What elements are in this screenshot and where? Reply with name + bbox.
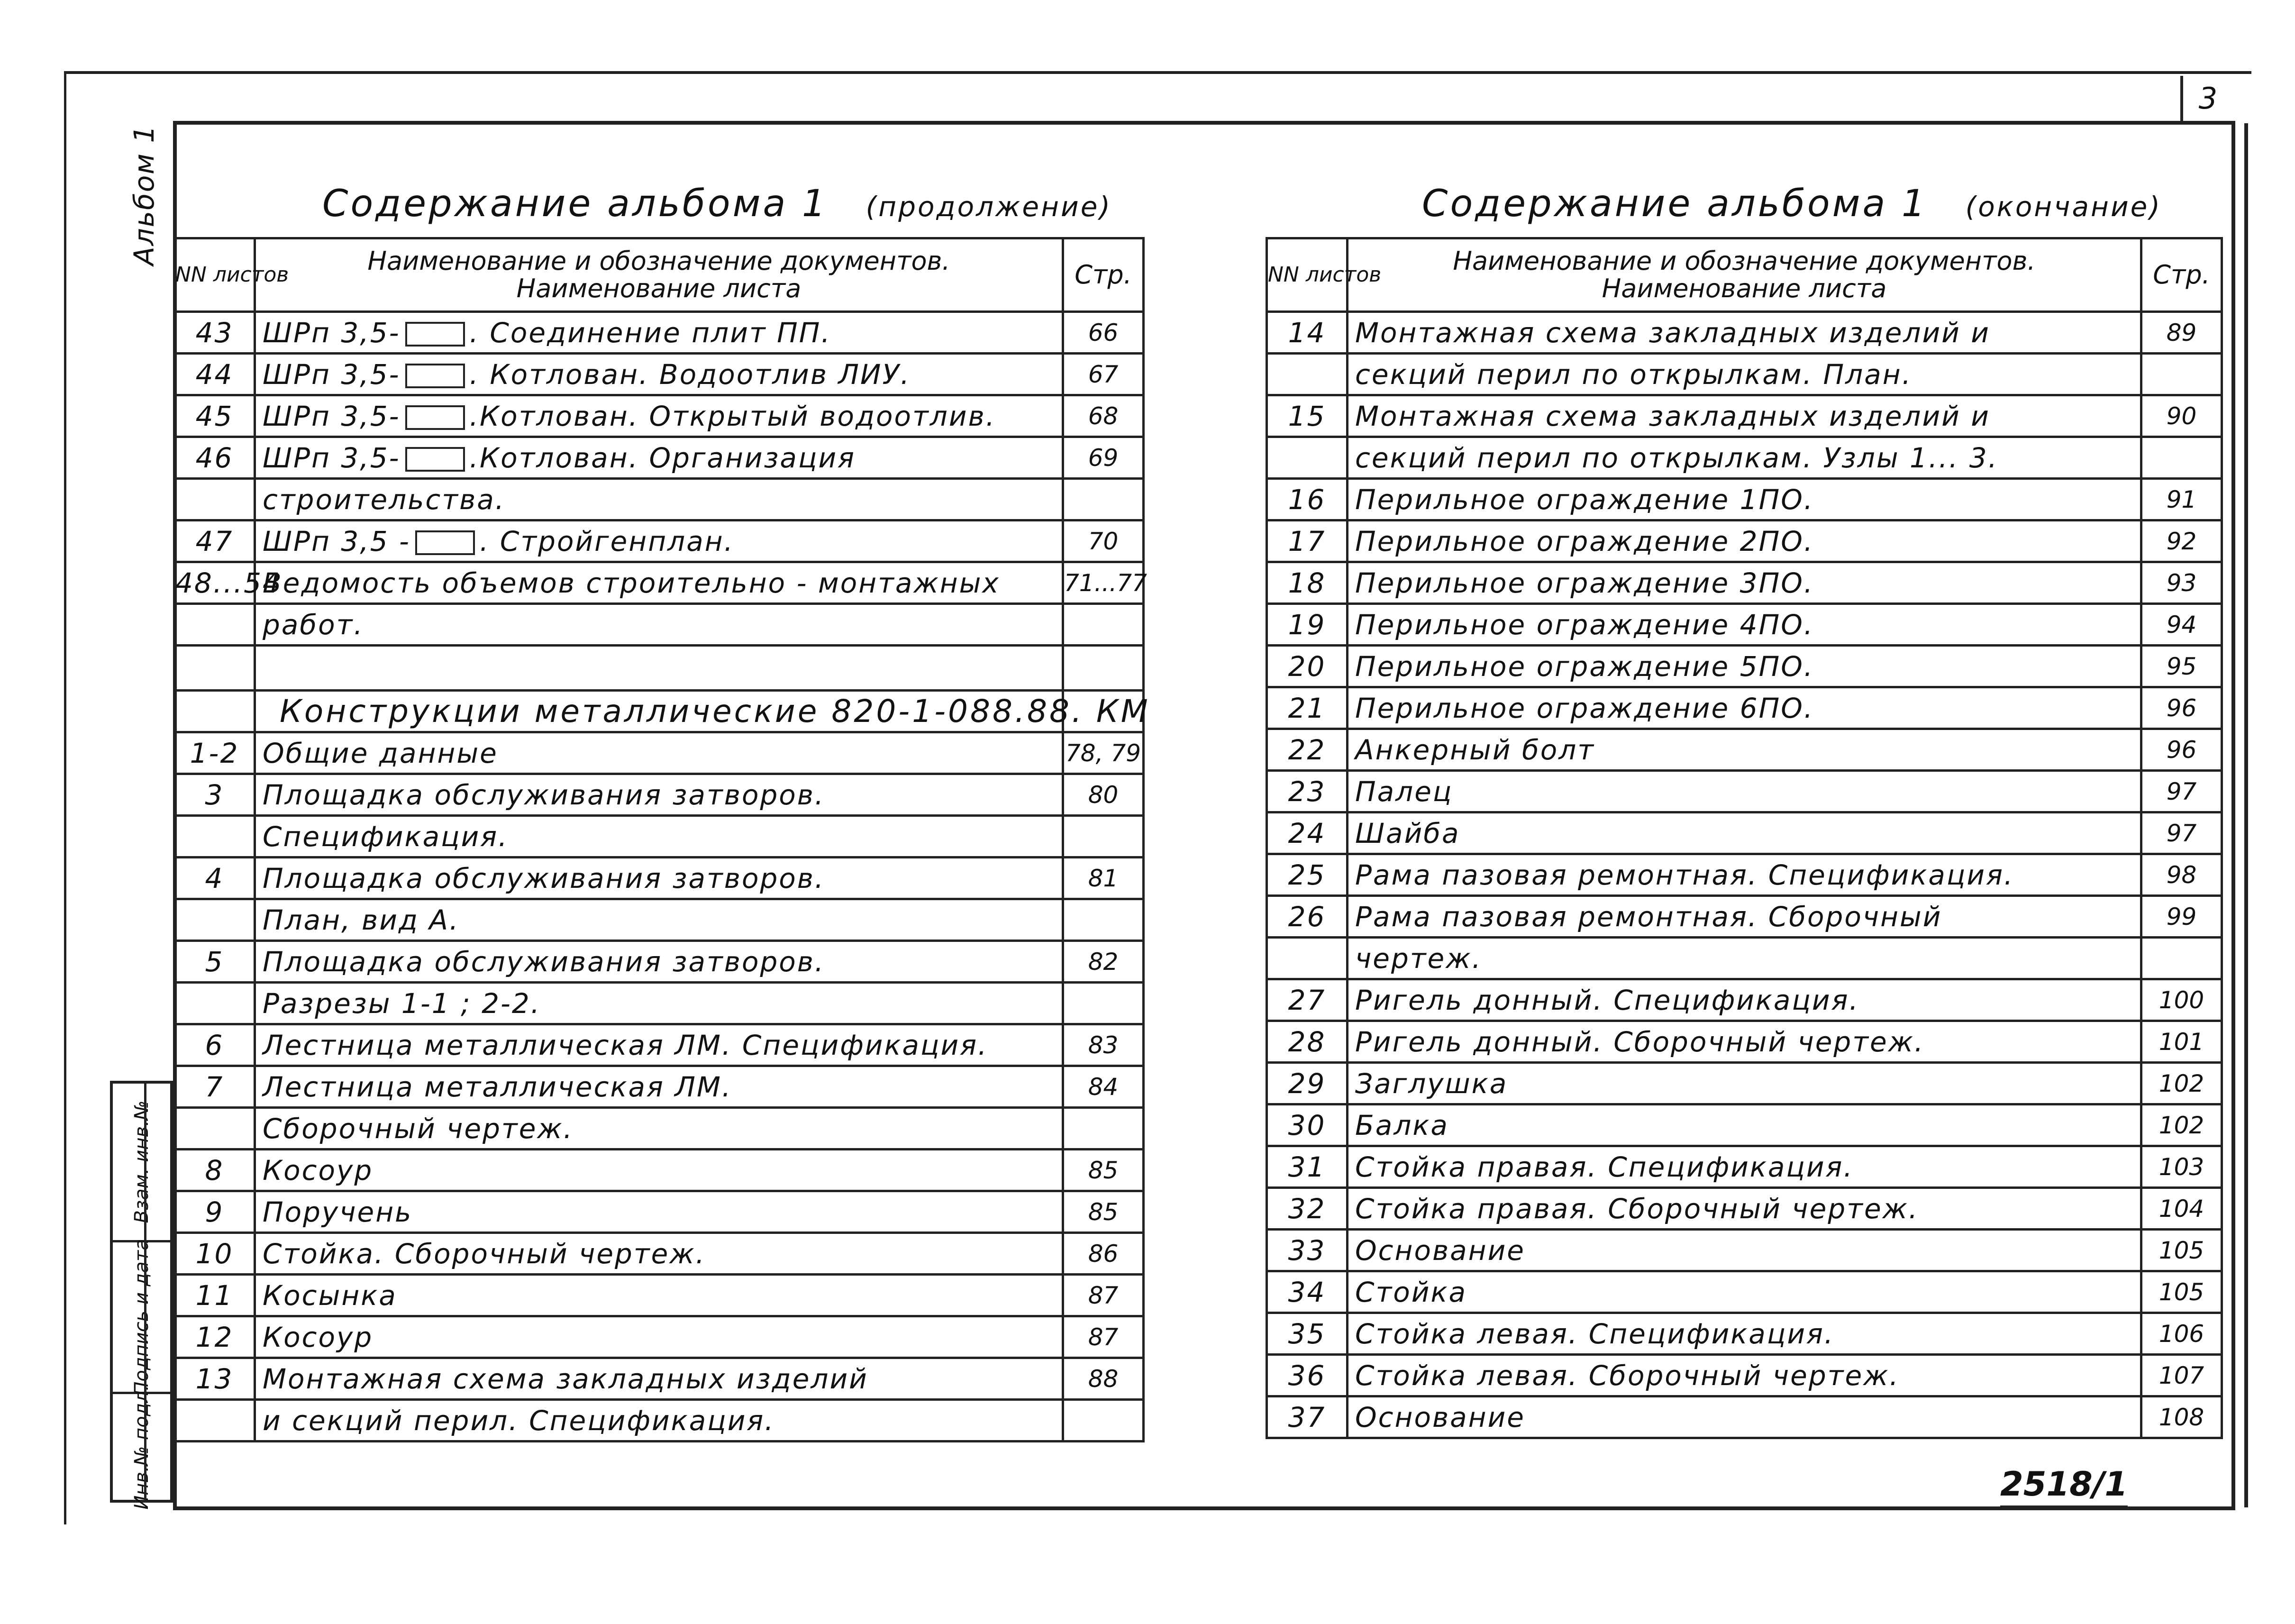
sheet-name-cell: Косынка: [255, 1275, 1063, 1316]
page-number-cell: 85: [1063, 1191, 1144, 1233]
page-number-cell: 102: [2141, 1063, 2222, 1104]
left-table-row: [174, 1275, 1144, 1316]
right-header-page: Стр.: [2141, 238, 2222, 312]
page-number-cell: 83: [1063, 1024, 1144, 1066]
sheet-name-cell: Лестница металлическая ЛМ. Спецификация.: [255, 1024, 1063, 1066]
left-table-row: [174, 646, 1144, 691]
left-table-row: [174, 983, 1144, 1024]
sheet-number-cell: 32: [1267, 1188, 1348, 1230]
left-table-row: [174, 1191, 1144, 1233]
sheet-number-cell: [1267, 938, 1348, 979]
right-table-row: [1267, 520, 2222, 562]
page-number-cell: 84: [1063, 1066, 1144, 1108]
sheet-number-cell: 24: [1267, 812, 1348, 854]
left-table-row: [174, 899, 1144, 941]
sheet-number-cell: 48...54: [174, 562, 255, 604]
left-table-row: [174, 858, 1144, 899]
right-table-row: [1267, 312, 2222, 354]
sheet-number-cell: 22: [1267, 729, 1348, 771]
left-header-name-line2: Наименование листа: [516, 274, 801, 303]
left-table-row: [174, 604, 1144, 646]
left-table-row: [174, 1150, 1144, 1191]
title-stamp: [110, 1081, 173, 1510]
album-label: Альбом 1: [128, 124, 160, 265]
sheet-number-cell: [174, 983, 255, 1024]
page-number-cell: [1063, 646, 1144, 691]
sheet-number-cell: 36: [1267, 1355, 1348, 1396]
right-table-row: [1267, 562, 2222, 604]
sheet-name-text: .Котлован. Открытый водоотлив.: [469, 400, 996, 432]
page-number-cell: 91: [2141, 479, 2222, 520]
sheet-number-cell: 9: [174, 1191, 255, 1233]
sheet-name-cell: Перильное ограждение 5ПО.: [1348, 646, 2141, 687]
sheet-name-cell: Заглушка: [1348, 1063, 2141, 1104]
right-table-row: [1267, 1230, 2222, 1271]
sheet-number-cell: 33: [1267, 1230, 1348, 1271]
right-table-row: [1267, 437, 2222, 479]
left-table-row: [174, 1108, 1144, 1150]
sheet-name-cell: Площадка обслуживания затворов.: [255, 774, 1063, 816]
right-table-body: [1267, 312, 2222, 1438]
page-number-cell: 90: [2141, 395, 2222, 437]
left-header-sheet-numbers: NN листов: [174, 238, 255, 312]
sheet-name-cell: Лестница металлическая ЛМ.: [255, 1066, 1063, 1108]
right-table-row: [1267, 354, 2222, 395]
sheet-number-cell: 34: [1267, 1271, 1348, 1313]
sheet-name-cell: Стойка правая. Спецификация.: [1348, 1146, 2141, 1188]
left-table-row: [174, 312, 1144, 354]
left-table-row: [174, 437, 1144, 479]
sheet-number-cell: 16: [1267, 479, 1348, 520]
left-table-row: [174, 1316, 1144, 1358]
sheet-number-cell: 29: [1267, 1063, 1348, 1104]
sheet-number-cell: [174, 604, 255, 646]
document-code: ШРп 3,5-: [263, 400, 401, 432]
sheet-name-cell: Монтажная схема закладных изделий: [255, 1358, 1063, 1400]
page-number-cell: 88: [1063, 1358, 1144, 1400]
sheet-name-cell: Ведомость объемов строительно - монтажных: [255, 562, 1063, 604]
sheet-name-cell: Перильное ограждение 4ПО.: [1348, 604, 2141, 646]
left-table-row: [174, 941, 1144, 983]
code-placeholder-box: [405, 364, 465, 388]
page-number-cell: 68: [1063, 395, 1144, 437]
right-table-row: [1267, 646, 2222, 687]
right-table-row: [1267, 1355, 2222, 1396]
sheet-name-cell: Перильное ограждение 6ПО.: [1348, 687, 2141, 729]
sheet-name-cell: Косоур: [255, 1150, 1063, 1191]
left-table-row: [174, 354, 1144, 395]
sheet-name-cell: [255, 395, 1063, 437]
right-header-name-line1: Наименование и обозначение документов.: [1453, 246, 2036, 276]
right-title-text: Содержание альбома 1: [1422, 182, 1928, 225]
right-table-row: [1267, 1396, 2222, 1438]
code-placeholder-box: [405, 322, 465, 347]
sheet-name-cell: Палец: [1348, 771, 2141, 812]
sheet-name-cell: Рама пазовая ремонтная. Сборочный: [1348, 896, 2141, 938]
sheet-number-cell: 10: [174, 1233, 255, 1275]
sheet-number-cell: 17: [1267, 520, 1348, 562]
left-section-title: [322, 182, 1112, 225]
right-table-row: [1267, 687, 2222, 729]
page-number-cell: 101: [2141, 1021, 2222, 1063]
right-table-row: [1267, 1104, 2222, 1146]
stamp-label-replacement: Взам. инв.№: [130, 1100, 153, 1223]
page-number-cell: 96: [2141, 729, 2222, 771]
sheet-number-cell: 13: [174, 1358, 255, 1400]
page-number-cell: [2141, 354, 2222, 395]
page-number: 3: [2198, 81, 2218, 116]
sheet-number-cell: 31: [1267, 1146, 1348, 1188]
stamp-divider: [144, 1084, 146, 1500]
sheet-name-cell: План, вид А.: [255, 899, 1063, 941]
sheet-number-cell: 21: [1267, 687, 1348, 729]
stamp-label-signature-date: Подпись и дата: [130, 1238, 153, 1396]
left-table-row: [174, 774, 1144, 816]
left-table-row: [174, 1066, 1144, 1108]
sheet-name-cell: Монтажная схема закладных изделий и: [1348, 312, 2141, 354]
stamp-cell-original-inventory: [113, 1384, 170, 1510]
sheet-number-cell: 23: [1267, 771, 1348, 812]
sheet-name-cell: секций перил по открылкам. Узлы 1... 3.: [1348, 437, 2141, 479]
page-number-cell: 95: [2141, 646, 2222, 687]
page-number-cell: 105: [2141, 1230, 2222, 1271]
page-number-cell: 105: [2141, 1271, 2222, 1313]
page-number-cell: 67: [1063, 354, 1144, 395]
page-number-cell: 98: [2141, 854, 2222, 896]
sheet-number-cell: [174, 691, 255, 732]
sheet-name-cell: секций перил по открылкам. План.: [1348, 354, 2141, 395]
sheet-name-cell: Площадка обслуживания затворов.: [255, 941, 1063, 983]
page-number-cell: 66: [1063, 312, 1144, 354]
page-number-cell: [1063, 1400, 1144, 1442]
right-table-row: [1267, 1188, 2222, 1230]
page-number-cell: [1063, 479, 1144, 520]
sheet-number-cell: 6: [174, 1024, 255, 1066]
right-table-row: [1267, 1313, 2222, 1355]
page-number-cell: 103: [2141, 1146, 2222, 1188]
page-number-cell: 96: [2141, 687, 2222, 729]
left-table-row: [174, 562, 1144, 604]
sheet-name-cell: Поручень: [255, 1191, 1063, 1233]
sheet-number-cell: 46: [174, 437, 255, 479]
right-table-row: [1267, 1021, 2222, 1063]
page-number-cell: 97: [2141, 812, 2222, 854]
page-number-box: [2180, 76, 2233, 121]
page-number-cell: [1063, 983, 1144, 1024]
sheet-number-cell: 20: [1267, 646, 1348, 687]
sheet-name-cell: [255, 312, 1063, 354]
code-placeholder-box: [405, 447, 465, 472]
right-table-row: [1267, 979, 2222, 1021]
left-table-row: [174, 816, 1144, 858]
right-table-row: [1267, 395, 2222, 437]
page-number-cell: [1063, 1108, 1144, 1150]
left-table-row: [174, 395, 1144, 437]
sheet-name-cell: Сборочный чертеж.: [255, 1108, 1063, 1150]
right-table-row: [1267, 604, 2222, 646]
sheet-name-cell: Ригель донный. Спецификация.: [1348, 979, 2141, 1021]
right-header-name-line2: Наименование листа: [1602, 274, 1887, 303]
right-table-row: [1267, 729, 2222, 771]
left-table-row: [174, 1233, 1144, 1275]
page-number-cell: [2141, 437, 2222, 479]
page-number-cell: [1063, 604, 1144, 646]
right-header-sheet-numbers: NN листов: [1267, 238, 1348, 312]
right-table-row: [1267, 854, 2222, 896]
sheet-name-cell: [255, 437, 1063, 479]
sheet-name-cell: Разрезы 1-1 ; 2-2.: [255, 983, 1063, 1024]
left-title-text: Содержание альбома 1: [322, 182, 828, 225]
left-header-name: [255, 238, 1063, 312]
sheet-number-cell: 18: [1267, 562, 1348, 604]
page-number-cell: 99: [2141, 896, 2222, 938]
sheet-number-cell: 28: [1267, 1021, 1348, 1063]
sheet-number-cell: 3: [174, 774, 255, 816]
sheet-name-cell: Стойка левая. Сборочный чертеж.: [1348, 1355, 2141, 1396]
left-table-body: [174, 312, 1150, 1442]
stamp-label-original-inventory: Инв.№ подл.: [130, 1384, 153, 1510]
left-table-row: [174, 479, 1144, 520]
page-number-cell: 87: [1063, 1316, 1144, 1358]
sheet-name-cell: работ.: [255, 604, 1063, 646]
sheet-number-cell: 26: [1267, 896, 1348, 938]
sheet-name-cell: Стойка правая. Сборочный чертеж.: [1348, 1188, 2141, 1230]
sheet-number-cell: 8: [174, 1150, 255, 1191]
right-table-row: [1267, 1063, 2222, 1104]
left-table-row: [174, 1400, 1144, 1442]
sheet-name-cell: Общие данные: [255, 732, 1063, 774]
page-number-cell: 104: [2141, 1188, 2222, 1230]
page-number-cell: 81: [1063, 858, 1144, 899]
page-number-cell: 87: [1063, 1275, 1144, 1316]
code-placeholder-box: [405, 405, 465, 430]
right-table-row: [1267, 896, 2222, 938]
page-number-cell: 102: [2141, 1104, 2222, 1146]
sheet-name-cell: Монтажная схема закладных изделий и: [1348, 395, 2141, 437]
sheet-number-cell: 25: [1267, 854, 1348, 896]
left-table-row: [174, 1358, 1144, 1400]
page-number-cell: 97: [2141, 771, 2222, 812]
sheet-name-cell: Основание: [1348, 1230, 2141, 1271]
sheet-name-cell: Шайба: [1348, 812, 2141, 854]
page-number-cell: 107: [2141, 1355, 2222, 1396]
right-table-row: [1267, 479, 2222, 520]
page-number-cell: 78, 79: [1063, 732, 1144, 774]
right-section-title: [1422, 182, 2162, 225]
sheet-number-cell: 47: [174, 520, 255, 562]
sheet-right-edge: [2244, 123, 2248, 1507]
sheet-number-cell: 12: [174, 1316, 255, 1358]
sheet-number-cell: 11: [174, 1275, 255, 1316]
document-code: ШРп 3,5-: [263, 358, 401, 391]
left-header-page: Стр.: [1063, 238, 1144, 312]
document-code: ШРп 3,5-: [263, 441, 401, 474]
sheet-number-cell: 4: [174, 858, 255, 899]
sheet-number-cell: [1267, 437, 1348, 479]
stamp-cell-signature-date: [113, 1238, 170, 1396]
sheet-name-cell: Анкерный болт: [1348, 729, 2141, 771]
sheet-name-cell: Рама пазовая ремонтная. Спецификация.: [1348, 854, 2141, 896]
sheet-name-cell: Стойка левая. Спецификация.: [1348, 1313, 2141, 1355]
right-table-row: [1267, 1146, 2222, 1188]
sheet-number-cell: [174, 1108, 255, 1150]
right-contents-table: [1266, 237, 2223, 1439]
sheet-name-cell: Стойка. Сборочный чертеж.: [255, 1233, 1063, 1275]
sheet-number-cell: [174, 646, 255, 691]
page-number-cell: 70: [1063, 520, 1144, 562]
right-table-row: [1267, 938, 2222, 979]
page-number-cell: 93: [2141, 562, 2222, 604]
section-heading-cell: Конструкции металлические 820-1-088.88. КМ: [255, 691, 1063, 732]
sheet-name-cell: Перильное ограждение 3ПО.: [1348, 562, 2141, 604]
sheet-name-cell: чертеж.: [1348, 938, 2141, 979]
sheet-name-cell: Площадка обслуживания затворов.: [255, 858, 1063, 899]
page-number-cell: 108: [2141, 1396, 2222, 1438]
sheet-name-cell: Косоур: [255, 1316, 1063, 1358]
page-number-cell: 80: [1063, 774, 1144, 816]
page-number-cell: 100: [2141, 979, 2222, 1021]
sheet-number-cell: 44: [174, 354, 255, 395]
page-number-cell: 94: [2141, 604, 2222, 646]
sheet-number-cell: [174, 1400, 255, 1442]
sheet-name-cell: Перильное ограждение 2ПО.: [1348, 520, 2141, 562]
sheet-name-text: . Соединение плит ПП.: [469, 316, 831, 349]
page-number-cell: 69: [1063, 437, 1144, 479]
left-contents-table: [173, 237, 1150, 1442]
left-table-row: [174, 691, 1144, 732]
right-header-name: [1348, 238, 2141, 312]
page-number-cell: 82: [1063, 941, 1144, 983]
page-number-cell: 86: [1063, 1233, 1144, 1275]
sheet-number-cell: 27: [1267, 979, 1348, 1021]
document-code: ШРп 3,5 -: [263, 525, 410, 557]
sheet-number-cell: [174, 479, 255, 520]
sheet-name-cell: [255, 520, 1063, 562]
document-signature: 2518/1: [2000, 1465, 2128, 1508]
right-table-row: [1267, 771, 2222, 812]
sheet-name-text: . Котлован. Водоотлив ЛИУ.: [469, 358, 911, 391]
page-number-cell: 89: [2141, 312, 2222, 354]
page-number-cell: [1063, 899, 1144, 941]
sheet-name-text: .Котлован. Организация: [469, 441, 856, 474]
left-title-subtitle: (продолжение): [865, 191, 1112, 223]
page-number-cell: 106: [2141, 1313, 2222, 1355]
right-table-row: [1267, 1271, 2222, 1313]
sheet-name-cell: строительства.: [255, 479, 1063, 520]
sheet-number-cell: [174, 816, 255, 858]
sheet-number-cell: 37: [1267, 1396, 1348, 1438]
left-table-row: [174, 1024, 1144, 1066]
sheet-name-cell: Основание: [1348, 1396, 2141, 1438]
sheet-name-text: . Стройгенплан.: [479, 525, 735, 557]
sheet-name-cell: [255, 354, 1063, 395]
sheet-name-cell: Перильное ограждение 1ПО.: [1348, 479, 2141, 520]
sheet-number-cell: 15: [1267, 395, 1348, 437]
sheet-number-cell: 5: [174, 941, 255, 983]
sheet-number-cell: 19: [1267, 604, 1348, 646]
sheet-name-cell: Стойка: [1348, 1271, 2141, 1313]
page-number-cell: 85: [1063, 1150, 1144, 1191]
left-table-row: [174, 732, 1144, 774]
sheet-number-cell: [1267, 354, 1348, 395]
page-number-cell: 71...77: [1063, 562, 1144, 604]
sheet-name-cell: [255, 646, 1063, 691]
sheet-number-cell: 35: [1267, 1313, 1348, 1355]
document-code: ШРп 3,5-: [263, 316, 401, 349]
sheet-number-cell: [174, 899, 255, 941]
code-placeholder-box: [415, 530, 475, 555]
sheet-name-cell: и секций перил. Спецификация.: [255, 1400, 1063, 1442]
left-header-name-line1: Наименование и обозначение документов.: [367, 246, 950, 276]
sheet-name-cell: Спецификация.: [255, 816, 1063, 858]
sheet-number-cell: 1-2: [174, 732, 255, 774]
page-number-cell: [1063, 816, 1144, 858]
sheet-name-cell: Ригель донный. Сборочный чертеж.: [1348, 1021, 2141, 1063]
stamp-cell-replacement: [113, 1084, 170, 1242]
sheet-number-cell: 45: [174, 395, 255, 437]
left-table-row: [174, 520, 1144, 562]
sheet-number-cell: 14: [1267, 312, 1348, 354]
right-table-row: [1267, 812, 2222, 854]
page-number-cell: [2141, 938, 2222, 979]
sheet-number-cell: 7: [174, 1066, 255, 1108]
sheet-number-cell: 43: [174, 312, 255, 354]
sheet-number-cell: 30: [1267, 1104, 1348, 1146]
sheet-name-cell: Балка: [1348, 1104, 2141, 1146]
right-title-subtitle: (окончание): [1965, 191, 2162, 223]
page-number-cell: 92: [2141, 520, 2222, 562]
